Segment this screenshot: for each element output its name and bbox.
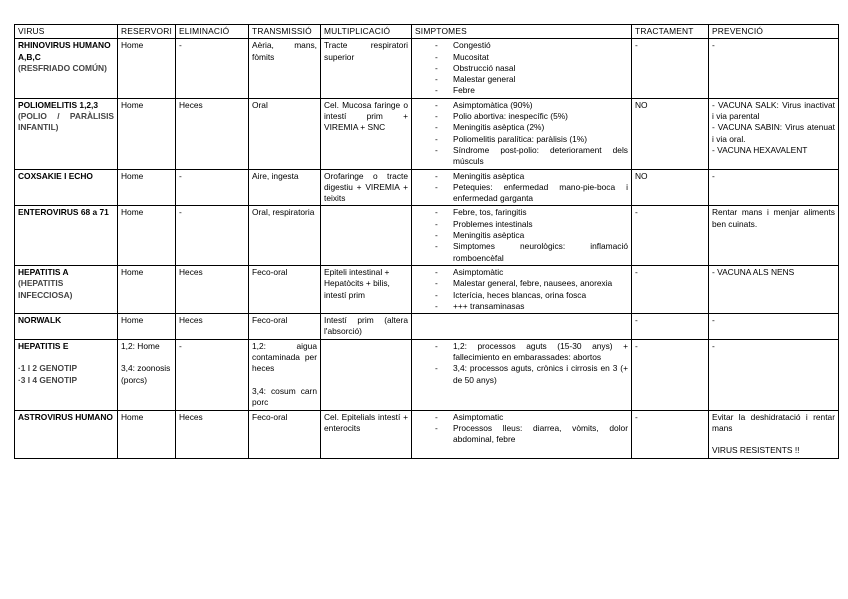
simptomes-cell	[412, 206, 632, 265]
list-item: - Asimptomàtic	[415, 267, 628, 278]
table-row	[15, 265, 839, 313]
prevencio-cell: -	[709, 339, 839, 410]
transmissio-cell: Feco-oral	[249, 314, 321, 340]
prevencio-cell	[709, 98, 839, 169]
header-simptomes: SIMPTOMES	[412, 25, 632, 39]
eliminacio-cell: -	[176, 169, 249, 206]
virus-name: COXSAKIE I ECHO	[18, 170, 93, 181]
list-item: - Asimptomàtica (90%)	[415, 100, 628, 111]
table-row	[15, 206, 839, 265]
list-item: - Icterícia, heces blancas, orina fosca	[415, 290, 628, 301]
table-row	[15, 169, 839, 206]
tractament-cell: -	[632, 314, 709, 340]
virus-cell	[15, 206, 118, 265]
tractament-cell: -	[632, 206, 709, 265]
prevencio-cell: -	[709, 169, 839, 206]
list-item: - Petequies: enfermedad mano-pie-boca i enfermedad garganta	[415, 182, 628, 205]
table-row	[15, 339, 839, 410]
reservori-cell: Home	[118, 39, 176, 98]
eliminacio-cell: Heces	[176, 410, 249, 458]
eliminacio-cell: Heces	[176, 265, 249, 313]
virus-name: HEPATITIS E	[18, 340, 69, 351]
prevencio-line: - VACUNA HEXAVALENT	[712, 144, 808, 155]
tractament-cell: -	[632, 39, 709, 98]
list-item: - Malestar general	[415, 74, 628, 85]
virus-cell	[15, 265, 118, 313]
transmissio-cell: Oral, respiratoria	[249, 206, 321, 265]
table-row	[15, 39, 839, 98]
multiplicacio-cell: Epiteli intestinal + Hepatòcits + bilis, intestí prim	[321, 265, 412, 313]
header-transmissio: TRANSMISSIÓ	[249, 25, 321, 39]
prevencio-line: - VACUNA SABIN: Virus atenuat i via oral.	[712, 122, 835, 144]
simptomes-cell	[412, 410, 632, 458]
list-item: - Poliomelitis paralítica: paràlisis (1%)	[415, 134, 628, 145]
prevencio-cell: -	[709, 314, 839, 340]
header-row	[15, 25, 839, 39]
tractament-cell: NO	[632, 169, 709, 206]
reservori-cell: Home	[118, 206, 176, 265]
header-eliminacio: ELIMINACIÓ	[176, 25, 249, 39]
transmissio-cell: Feco-oral	[249, 265, 321, 313]
transmissio-line: 3,4: cosum carn porc	[252, 385, 317, 408]
simptomes-cell	[412, 314, 632, 340]
header-tractament: TRACTAMENT	[632, 25, 709, 39]
virus-cell	[15, 314, 118, 340]
virus-name: ASTROVIRUS HUMANO	[18, 411, 113, 422]
reservori-cell	[118, 339, 176, 410]
list-item: - Congestió	[415, 40, 628, 51]
prevencio-line: - VACUNA SALK: Virus inactivat i via parental	[712, 99, 835, 122]
simptomes-cell	[412, 98, 632, 169]
eliminacio-cell: -	[176, 206, 249, 265]
virus-name: RHINOVIRUS HUMANO A,B,C	[18, 40, 111, 62]
simptomes-cell	[412, 339, 632, 410]
multiplicacio-cell: Tracte respiratori superior	[321, 39, 412, 98]
list-item: - +++ transaminasas	[415, 301, 628, 312]
eliminacio-cell: Heces	[176, 98, 249, 169]
prevencio-cell	[709, 410, 839, 458]
list-item: - Síndrome post-polio: deteriorament dels músculs	[415, 145, 628, 168]
simptomes-cell	[412, 169, 632, 206]
table-row	[15, 314, 839, 340]
list-item: - Polio abortiva: inespecífic (5%)	[415, 111, 628, 122]
virus-cell	[15, 339, 118, 410]
reservori-cell: Home	[118, 265, 176, 313]
prevencio-cell: - VACUNA ALS NENS	[709, 265, 839, 313]
reservori-cell: Home	[118, 314, 176, 340]
virus-name: POLIOMELITIS 1,2,3	[18, 99, 99, 110]
table-row	[15, 98, 839, 169]
virus-cell	[15, 39, 118, 98]
transmissio-cell: Oral	[249, 98, 321, 169]
list-item: - Simptomes neurològics: inflamació romboencèfal	[415, 241, 628, 264]
symptom-list	[415, 171, 628, 205]
prevencio-line: Evitar la deshidratació i rentar mans	[712, 411, 835, 433]
eliminacio-cell: -	[176, 339, 249, 410]
virus-name: ENTEROVIRUS 68 a 71	[18, 207, 109, 218]
virus-name: NORWALK	[18, 315, 62, 326]
multiplicacio-cell: Orofaringe o tracte digestiu + VIREMIA + teixits	[321, 169, 412, 206]
tractament-cell: NO	[632, 98, 709, 169]
list-item: - Malestar general, febre, nausees, anorexia	[415, 278, 628, 289]
header-reservori: RESERVORI	[118, 25, 176, 39]
virus-genotype: ·1 I 2 GENOTIP	[18, 363, 78, 374]
list-item: - Obstrucció nasal	[415, 63, 628, 74]
reservori-line: 3,4: zoonosis (porcs)	[121, 363, 171, 385]
multiplicacio-cell	[321, 339, 412, 410]
multiplicacio-cell: Cel. Mucosa faringe o intestí prim + VIREMIA + SNC	[321, 98, 412, 169]
virus-cell	[15, 98, 118, 169]
reservori-cell: Home	[118, 98, 176, 169]
transmissio-cell: Aèria, mans, fòmits	[249, 39, 321, 98]
reservori-cell: Home	[118, 169, 176, 206]
list-item: - 1,2: processos aguts (15-30 anys) + fallecimiento en embarassades: abortos	[415, 341, 628, 364]
multiplicacio-cell: Intestí prim (altera l'absorció)	[321, 314, 412, 340]
prevencio-warning: VIRUS RESISTENTS !!	[712, 445, 800, 456]
prevencio-cell: Rentar mans i menjar aliments ben cuinats.	[709, 206, 839, 265]
virus-subtitle: (POLIO / PARÀLISIS INFANTIL)	[18, 111, 114, 133]
symptom-list	[415, 100, 628, 168]
header-virus: VIRUS	[15, 25, 118, 39]
symptom-list	[415, 412, 628, 446]
list-item: - Febre, tos, faringitis	[415, 207, 628, 218]
simptomes-cell	[412, 265, 632, 313]
eliminacio-cell: Heces	[176, 314, 249, 340]
virus-table	[14, 24, 839, 459]
reservori-cell: Home	[118, 410, 176, 458]
list-item: - Febre	[415, 85, 628, 96]
header-multiplicacio: MULTIPLICACIÓ	[321, 25, 412, 39]
symptom-list	[415, 341, 628, 386]
tractament-cell: -	[632, 410, 709, 458]
symptom-list	[415, 267, 628, 312]
virus-name: HEPATITIS A	[18, 266, 69, 277]
header-prevencio: PREVENCIÓ	[709, 25, 839, 39]
virus-cell	[15, 410, 118, 458]
list-item: - Mucositat	[415, 52, 628, 63]
symptom-list	[415, 207, 628, 263]
transmissio-line: 1,2: aigua contaminada per heces	[252, 340, 317, 374]
tractament-cell: -	[632, 265, 709, 313]
list-item: - Meningitis asèptica	[415, 230, 628, 241]
symptom-list	[415, 40, 628, 96]
multiplicacio-cell	[321, 206, 412, 265]
reservori-line: 1,2: Home	[121, 340, 160, 351]
virus-cell	[15, 169, 118, 206]
transmissio-cell: Aire, ingesta	[249, 169, 321, 206]
virus-genotype: ·3 I 4 GENOTIP	[18, 374, 78, 385]
prevencio-cell: -	[709, 39, 839, 98]
eliminacio-cell: -	[176, 39, 249, 98]
list-item: - Problemes intestinals	[415, 219, 628, 230]
multiplicacio-cell: Cel. Epitelials intestí + enterocits	[321, 410, 412, 458]
virus-subtitle: (RESFRIADO COMÚN)	[18, 62, 107, 73]
transmissio-cell	[249, 339, 321, 410]
tractament-cell: -	[632, 339, 709, 410]
virus-subtitle: (HEPATITIS INFECCIOSA)	[18, 278, 73, 300]
transmissio-cell: Feco-oral	[249, 410, 321, 458]
list-item: - Asimptomatic	[415, 412, 628, 423]
list-item: - Processos lleus: diarrea, vòmits, dolor abdominal, febre	[415, 423, 628, 446]
simptomes-cell	[412, 39, 632, 98]
table-row	[15, 410, 839, 458]
list-item: - 3,4: processos aguts, crònics i cirrosis en 3 (+ de 50 anys)	[415, 363, 628, 386]
list-item: - Meningitis asèptica	[415, 171, 628, 182]
list-item: - Meningitis asèptica (2%)	[415, 122, 628, 133]
